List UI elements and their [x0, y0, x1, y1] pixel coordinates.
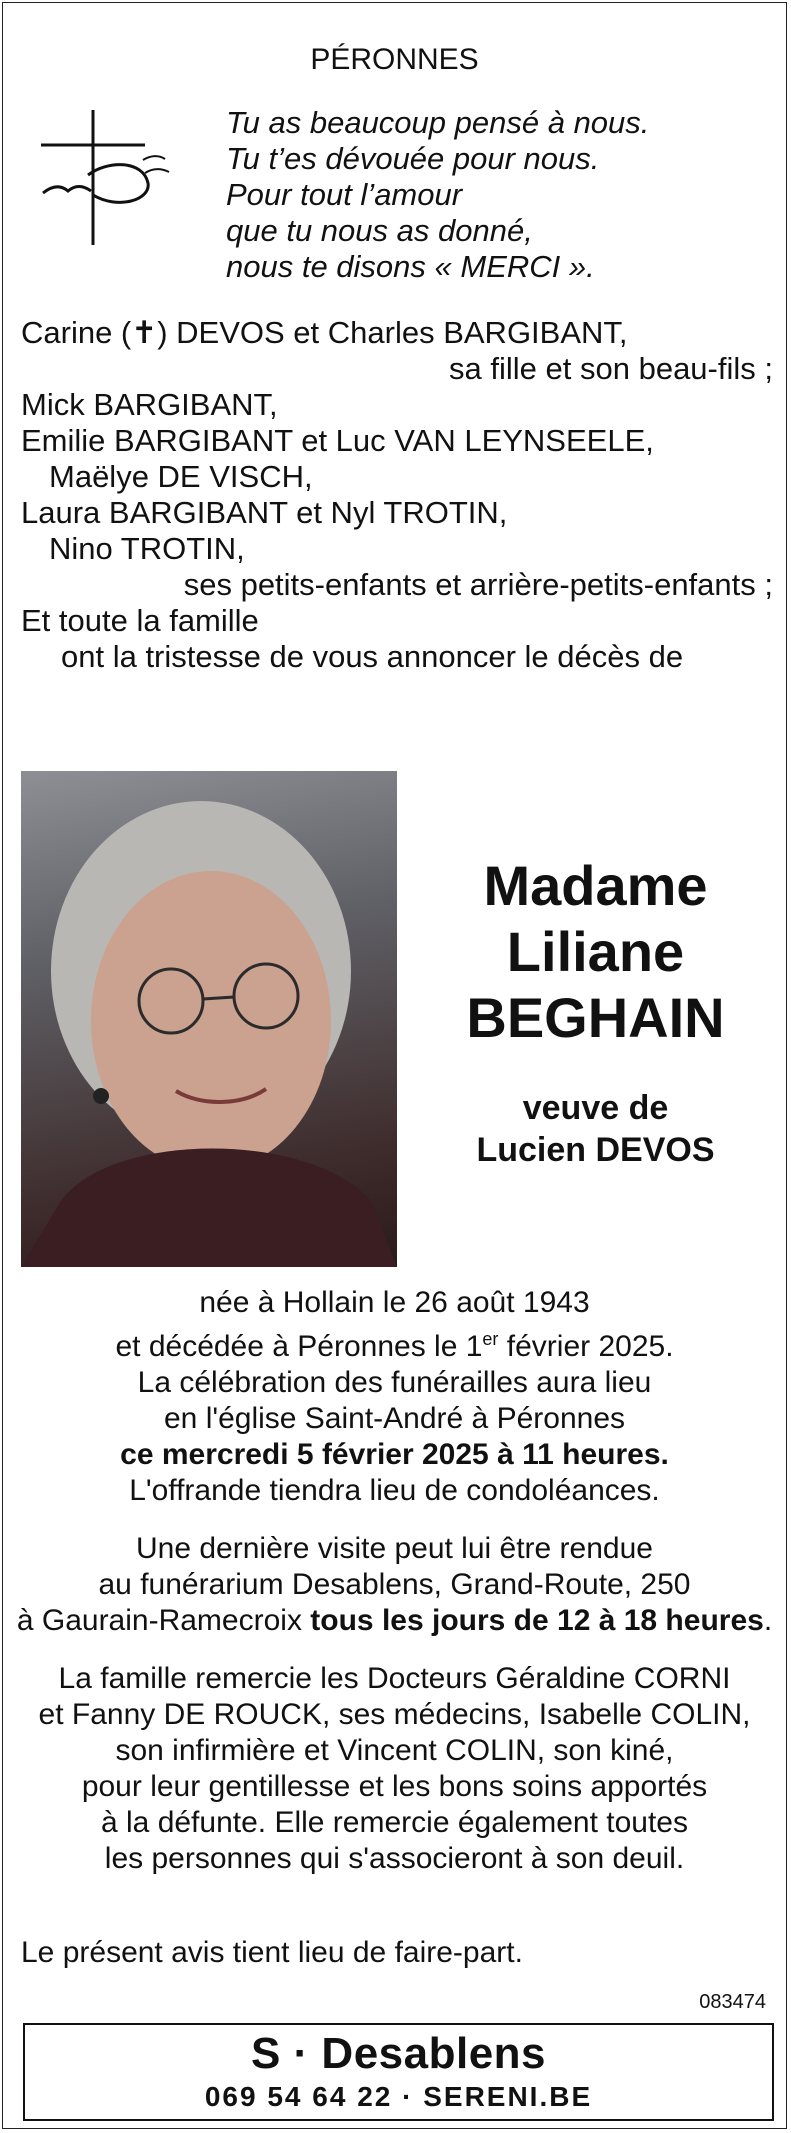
family-line: Emilie BARGIBANT et Luc VAN LEYNSEELE,	[21, 423, 654, 458]
poem-line: Tu as beaucoup pensé à nous.	[226, 105, 650, 140]
poem-line: nous te disons « MERCI ».	[226, 249, 595, 284]
family-line: Nino TROTIN,	[49, 531, 245, 566]
visit-line: Une dernière visite peut lui être rendue	[136, 1532, 653, 1565]
widow-of-label: veuve de	[522, 1089, 669, 1127]
family-line: Laura BARGIBANT et Nyl TROTIN,	[21, 495, 508, 530]
family-relation: ses petits-enfants et arrière-petits-enfants ;	[183, 567, 773, 602]
poem-line: Pour tout l’amour	[226, 177, 463, 212]
funeral-home-contact: 069 54 64 22 · SERENI.BE	[204, 2081, 593, 2112]
deceased-last-name: BEGHAIN	[466, 986, 725, 1049]
family-line: Maëlye DE VISCH,	[49, 459, 313, 494]
thanks-line: à la défunte. Elle remercie également toutes	[100, 1806, 688, 1839]
thanks-line: pour leur gentillesse et les bons soins apportés	[81, 1770, 708, 1803]
memorial-poem	[226, 105, 649, 285]
funeral-line: en l'église Saint-André à Péronnes	[163, 1402, 625, 1435]
family-list	[21, 315, 773, 675]
family-line: Mick BARGIBANT,	[21, 387, 278, 422]
announcement-line: ont la tristesse de vous annoncer le décès de	[61, 639, 684, 674]
visit-hours-line: à Gaurain-Ramecroix tous les jours de 12 à 18 heures.	[16, 1604, 773, 1637]
deceased-name-block	[403, 853, 788, 1171]
family-relation: sa fille et son beau-fils ;	[449, 351, 773, 386]
visit-line: au funérarium Desablens, Grand-Route, 250	[98, 1568, 691, 1601]
portrait-illustration	[21, 771, 397, 1267]
thanks-line: et Fanny DE ROUCK, ses médecins, Isabelle COLIN,	[38, 1698, 751, 1731]
funeral-home-logo: S · Desablens	[250, 2029, 547, 2078]
thanks-line: La famille remercie les Docteurs Géraldine CORNI	[58, 1662, 731, 1695]
family-line: Carine (✝) DEVOS et Charles BARGIBANT,	[21, 315, 628, 350]
family-line: Et toute la famille	[21, 603, 259, 638]
details-section	[3, 1285, 786, 1877]
funeral-home-banner	[23, 2023, 774, 2121]
thanks-line: son infirmière et Vincent COLIN, son kiné,	[115, 1734, 674, 1767]
offering-line: L'offrande tiendra lieu de condoléances.	[129, 1474, 660, 1507]
deceased-title: Madame	[483, 854, 708, 917]
faire-part-note: Le présent avis tient lieu de faire-part.	[21, 1936, 523, 1969]
birth-line: née à Hollain le 26 août 1943	[199, 1286, 590, 1319]
widow-of-name: Lucien DEVOS	[476, 1131, 715, 1169]
poem-line: que tu nous as donné,	[226, 213, 533, 248]
poem-line: Tu t’es dévouée pour nous.	[226, 141, 600, 176]
obituary-notice	[2, 2, 787, 2129]
thanks-line: les personnes qui s'associeront à son deuil.	[104, 1842, 685, 1875]
death-line: et décédée à Péronnes le 1er février 2025.	[115, 1329, 674, 1363]
town-heading: PÉRONNES	[310, 43, 479, 76]
cross-bird-emblem-icon	[33, 105, 183, 255]
funeral-date: ce mercredi 5 février 2025 à 11 heures.	[120, 1438, 669, 1471]
deceased-first-name: Liliane	[506, 920, 685, 983]
reference-number: 083474	[699, 1991, 766, 2013]
funeral-line: La célébration des funérailles aura lieu	[137, 1366, 652, 1399]
portrait-photo	[21, 771, 397, 1267]
